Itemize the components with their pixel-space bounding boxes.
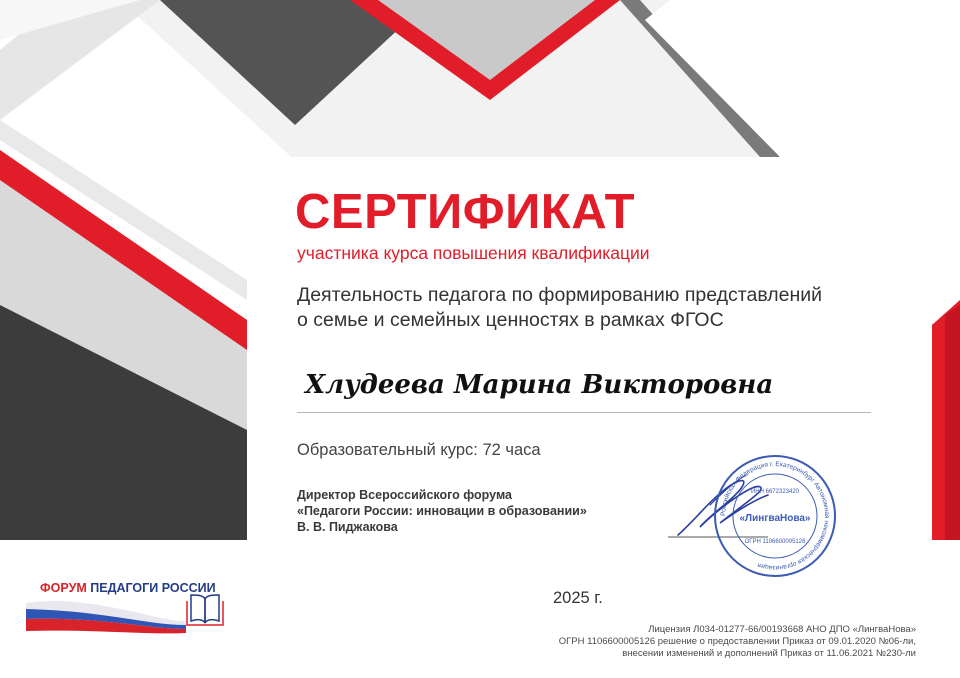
forum-logo xyxy=(26,575,241,637)
stamp-ring-text: Российская Федерация г. Екатеринбург Автономная некоммерческая организация xyxy=(719,460,831,572)
course-title-line-2: о семье и семейных ценностях в рамках ФГОС xyxy=(297,309,724,331)
director-block xyxy=(297,487,587,535)
license-line-3: внесении изменений и дополнений Приказ от 11.06.2021 №230-ли xyxy=(622,648,916,659)
director-name: В. В. Пиджакова xyxy=(297,520,398,534)
logo-word-forum: ФОРУМ xyxy=(40,581,87,595)
license-info xyxy=(559,624,916,660)
course-title-line-1: Деятельность педагога по формированию представлений xyxy=(297,284,823,306)
name-underline xyxy=(297,412,871,413)
forum-name: «Педагоги России: инновации в образовании» xyxy=(297,504,587,518)
certificate-subtitle: участника курса повышения квалификации xyxy=(297,243,650,263)
flag-wave-icon xyxy=(26,595,186,637)
stamp-ogrn: ОГРН 1106600005126 xyxy=(744,539,806,545)
course-title xyxy=(297,283,897,333)
license-line-2: ОГРН 1106600005126 решение о предоставлении Приказ от 09.01.2020 №06-ли, xyxy=(558,636,916,647)
course-hours: Образовательный курс: 72 часа xyxy=(297,441,541,459)
certificate-title: СЕРТИФИКАТ xyxy=(295,185,636,239)
logo-word-teachers: ПЕДАГОГИ РОССИИ xyxy=(90,581,216,595)
stamp-inn: ИНН 6672323420 xyxy=(750,489,800,495)
stamp-center-text: «ЛингваНова» xyxy=(739,513,811,524)
license-line-1: Лицензия Л034-01277-66/00193668 АНО ДПО «ЛингваНова» xyxy=(648,624,916,635)
organization-stamp xyxy=(712,453,838,579)
certificate-year: 2025 г. xyxy=(553,589,603,607)
director-title: Директор Всероссийского форума xyxy=(297,488,512,502)
recipient-name: Хлудеева Марина Викторовна xyxy=(305,370,774,400)
open-book-icon xyxy=(185,593,225,627)
